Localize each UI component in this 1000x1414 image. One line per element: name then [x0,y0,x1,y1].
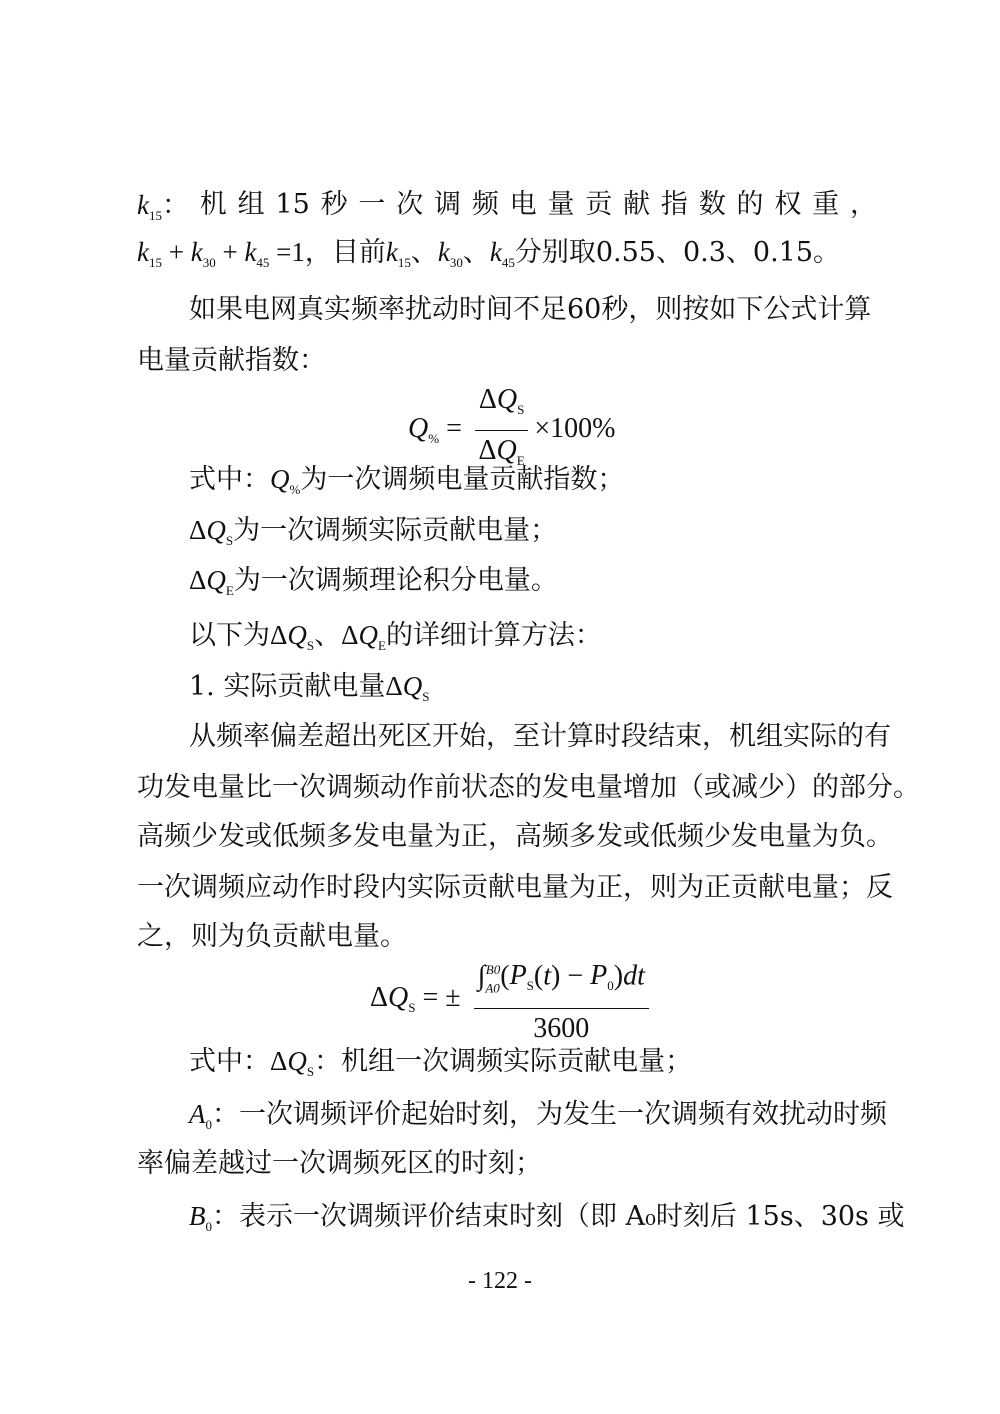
delta-qs-symbol: $Q_S$ [287,620,315,653]
paragraph-line: 功发电量比一次调频动作前状态的发电量增加（或减少）的部分。 [137,772,920,803]
delta-qs-symbol: $Q_S$ [402,671,430,704]
k15-symbol: $k_{15}$ [385,237,411,270]
fraction: $\frac{\int_{A0}^{B0}(P_S(t) - P_0)dt}{3600}$ [474,952,649,1047]
section-heading: 1. 实际贡献电量$\Delta Q_S$ [189,671,430,704]
delta-qe-symbol: $Q_E$ [206,565,234,598]
delta-qs-symbol: $Q_S$ [206,515,234,548]
delta-qe-symbol: $Q_E$ [358,620,386,653]
paragraph-line: 如果电网真实频率扰动时间不足60秒，则按如下公式计算 [189,294,872,325]
formula-q-percent: $Q_{\%}$ = $\frac{\Delta Q_S}{\Delta Q_E}$ ×100% [408,382,615,479]
k45-symbol: $k_{45}$ [489,237,515,270]
formula-delta-qs: $\Delta Q_S$ = ± $\frac{\int_{A0}^{B0}(P_S(t) - P_0)dt}{3600}$ [370,952,655,1047]
delta-qs-symbol: $Q_S$ [388,982,416,1016]
integral-expression: $\int_{A0}^{B0}(P_S(t) - P_0)dt$ [474,952,649,1009]
k15-symbol: $k_{15}$ [137,190,162,223]
paragraph-line: 高频少发或低频多发电量为正，高频多发或低频少发电量为负。 [137,821,893,852]
b0-definition: $B_0$：表示一次调频评价结束时刻（即 A₀时刻后 15s、30s 或 [189,1201,905,1234]
q-percent-symbol: $Q_{\%}$ [408,412,440,446]
paragraph-line: 之，则为负贡献电量。 [137,921,407,952]
paragraph-line: 一次调频应动作时段内实际贡献电量为正，则为正贡献电量；反 [137,872,893,903]
k-sum-equation: $k_{15} + k_{30} + k_{45} =1$ [137,237,305,270]
where-clause: 式中：$\Delta Q_S$：机组一次调频实际贡献电量； [189,1046,693,1079]
where-clause: 式中：$Q_{\%}$为一次调频电量贡献指数； [189,464,625,497]
paragraph-line: 率偏差越过一次调频死区的时刻； [137,1148,542,1179]
fraction: $\frac{\Delta Q_S}{\Delta Q_E}$ [475,382,528,479]
a0-definition: $A_0$：一次调频评价起始时刻，为发生一次调频有效扰动时频 [189,1099,887,1132]
a0-symbol: $A_0$ [189,1099,212,1132]
k30-symbol: $k_{30}$ [437,237,463,270]
paragraph-line: 从频率偏差超出死区开始，至计算时段结束，机组实际的有 [189,721,891,752]
definition-delta-qs: $\Delta Q_S$为一次调频实际贡献电量； [189,515,558,548]
k-sum-line: $k_{15} + k_{30} + k_{45} =1$，目前$k_{15}$、$k_{30}$、$k_{45}$分别取0.55、0.3、0.15。 [137,237,841,270]
q-percent-symbol: $Q_{\%}$ [270,464,301,497]
k15-definition-line: $k_{15}$： 机 组 15 秒 一 次 调 频 电 量 贡 献 指 数 的 权 重 ， [137,189,877,223]
definition-delta-qe: $\Delta Q_E$为一次调频理论积分电量。 [189,565,558,598]
calculation-intro: 以下为$\Delta Q_S$、$\Delta Q_E$的详细计算方法： [189,620,602,653]
page-number: - 122 - [468,1268,532,1294]
b0-symbol: $B_0$ [189,1201,212,1234]
delta-qs-symbol: $Q_S$ [287,1046,315,1079]
paragraph-line: 电量贡献指数： [137,345,326,376]
